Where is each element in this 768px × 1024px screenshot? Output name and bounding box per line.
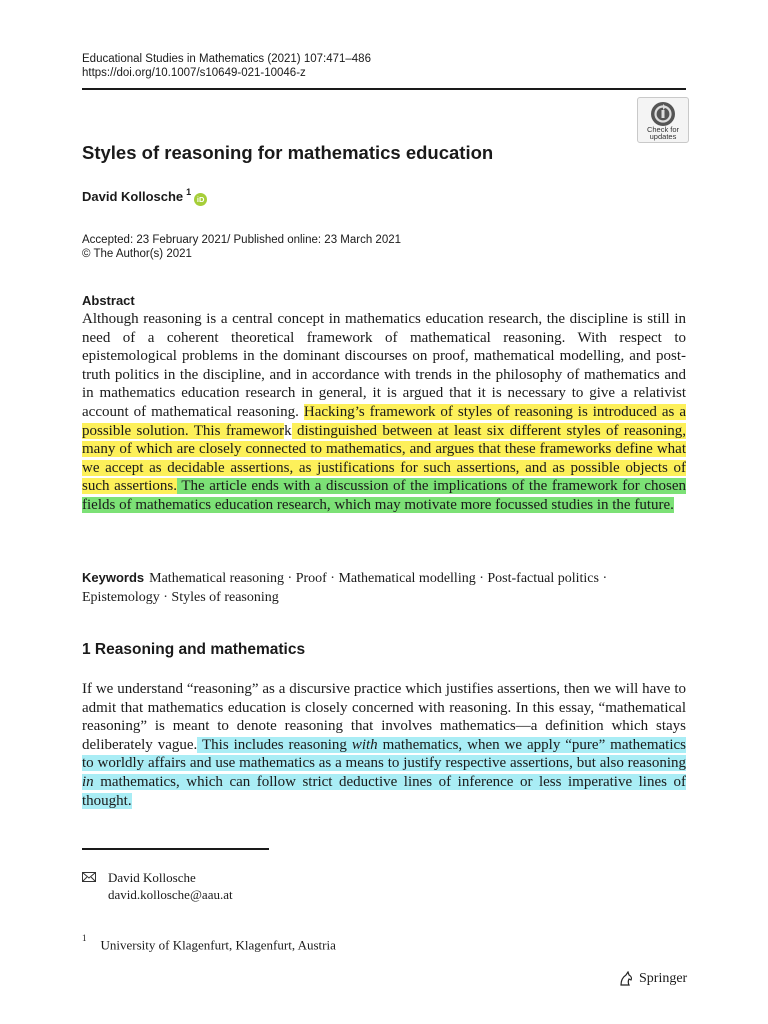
header-rule bbox=[82, 88, 686, 90]
publisher-logo bbox=[618, 971, 687, 987]
orcid-icon[interactable]: iD bbox=[194, 193, 207, 206]
keywords-label: Keywords bbox=[82, 570, 145, 585]
corresponding-author-name: David Kollosche bbox=[108, 870, 196, 885]
abstract-highlight-yellow-b: distinguished between at least six different styles of reasoning, many of which are closely connected to mathematics, and argues that these frameworks define what we accept as decidable assertions, as justifications for such assertions, and as possible objects of such assertions. bbox=[82, 422, 686, 495]
article-title: Styles of reasoning for mathematics education bbox=[82, 142, 494, 163]
section-heading: 1 Reasoning and mathematics bbox=[82, 641, 306, 658]
corresponding-author-email[interactable]: david.kollosche@aau.at bbox=[108, 887, 233, 902]
check-for-updates-badge[interactable] bbox=[637, 97, 689, 143]
copyright-line: © The Author(s) 2021 bbox=[82, 248, 192, 260]
springer-horse-icon bbox=[618, 971, 634, 987]
footnote-rule bbox=[82, 848, 269, 850]
abstract-plain: Although reasoning is a central concept in mathematics education research, the discipline is still in need of a coherent theoretical framework of mathematical reasoning. With respect to epistemological problems in the dominant discourses on proof, mathematical modelling, and post-truth politics in the discipline, and in accordance with trends in the philosophy of mathematics and in mathematics education research in general, it is argued that it is necessary to give a relativist account of mathematical reasoning. bbox=[82, 311, 686, 420]
abstract-highlight-yellow-a: Hacking’s framework of styles of reasoning is introduced as a possible solution. This framewor bbox=[82, 403, 686, 439]
paragraph-highlight-cyan-2: mathematics, when we apply “pure” mathematics to worldly affairs and use mathematics as a means to justify respective assertions, but also reasoning bbox=[82, 736, 686, 772]
paragraph-highlight-cyan-3: mathematics, which can follow strict deductive lines of inference or less imperative lines of thought. bbox=[82, 773, 686, 809]
abstract-highlight-green: The article ends with a discussion of the implications of the framework for chosen fields of mathematics education research, which may motivate more focussed studies in the future. bbox=[82, 478, 687, 513]
check-updates-icon bbox=[650, 101, 676, 127]
journal-citation: Educational Studies in Mathematics (2021) 107:471–486 bbox=[82, 53, 371, 65]
affiliation-footnote bbox=[82, 933, 336, 953]
badge-label-line1: Check for bbox=[646, 125, 680, 134]
affiliation-text: University of Klagenfurt, Klagenfurt, Austria bbox=[100, 937, 336, 953]
envelope-icon bbox=[82, 872, 96, 882]
doi-link[interactable]: https://doi.org/10.1007/s10649-021-10046-z bbox=[82, 67, 306, 79]
publisher-name: Springer bbox=[639, 971, 688, 986]
abstract-plain-k: k bbox=[284, 422, 292, 439]
publication-dates: Accepted: 23 February 2021/ Published online: 23 March 2021 bbox=[82, 234, 402, 246]
keywords-block bbox=[82, 569, 686, 607]
paragraph-italic-in: in bbox=[82, 773, 94, 790]
affiliation-number: 1 bbox=[82, 933, 87, 943]
abstract-text bbox=[82, 310, 686, 515]
author-affiliation-mark: 1 bbox=[186, 187, 192, 197]
keywords-list: Mathematical reasoning · Proof · Mathematical modelling · Post-factual politics · Epistemology · Styles of reasoning bbox=[82, 571, 608, 605]
author-name[interactable]: David Kollosche bbox=[82, 189, 184, 204]
abstract-heading: Abstract bbox=[82, 293, 135, 308]
paragraph-italic-with: with bbox=[351, 736, 378, 753]
paragraph-plain: If we understand “reasoning” as a discursive practice which justifies assertions, then we will have to admit that mathematics education is closely concerned with reasoning. In this essay, “mathematical reasoning” is meant to denote reasoning that involves mathematics—a definition which stays deliberately vague. bbox=[82, 681, 686, 753]
correspondence-block bbox=[82, 869, 233, 903]
author-line bbox=[82, 189, 207, 206]
badge-label-line2: updates bbox=[649, 132, 677, 141]
section-paragraph bbox=[82, 680, 686, 810]
paragraph-highlight-cyan-1: This includes reasoning bbox=[197, 736, 352, 753]
